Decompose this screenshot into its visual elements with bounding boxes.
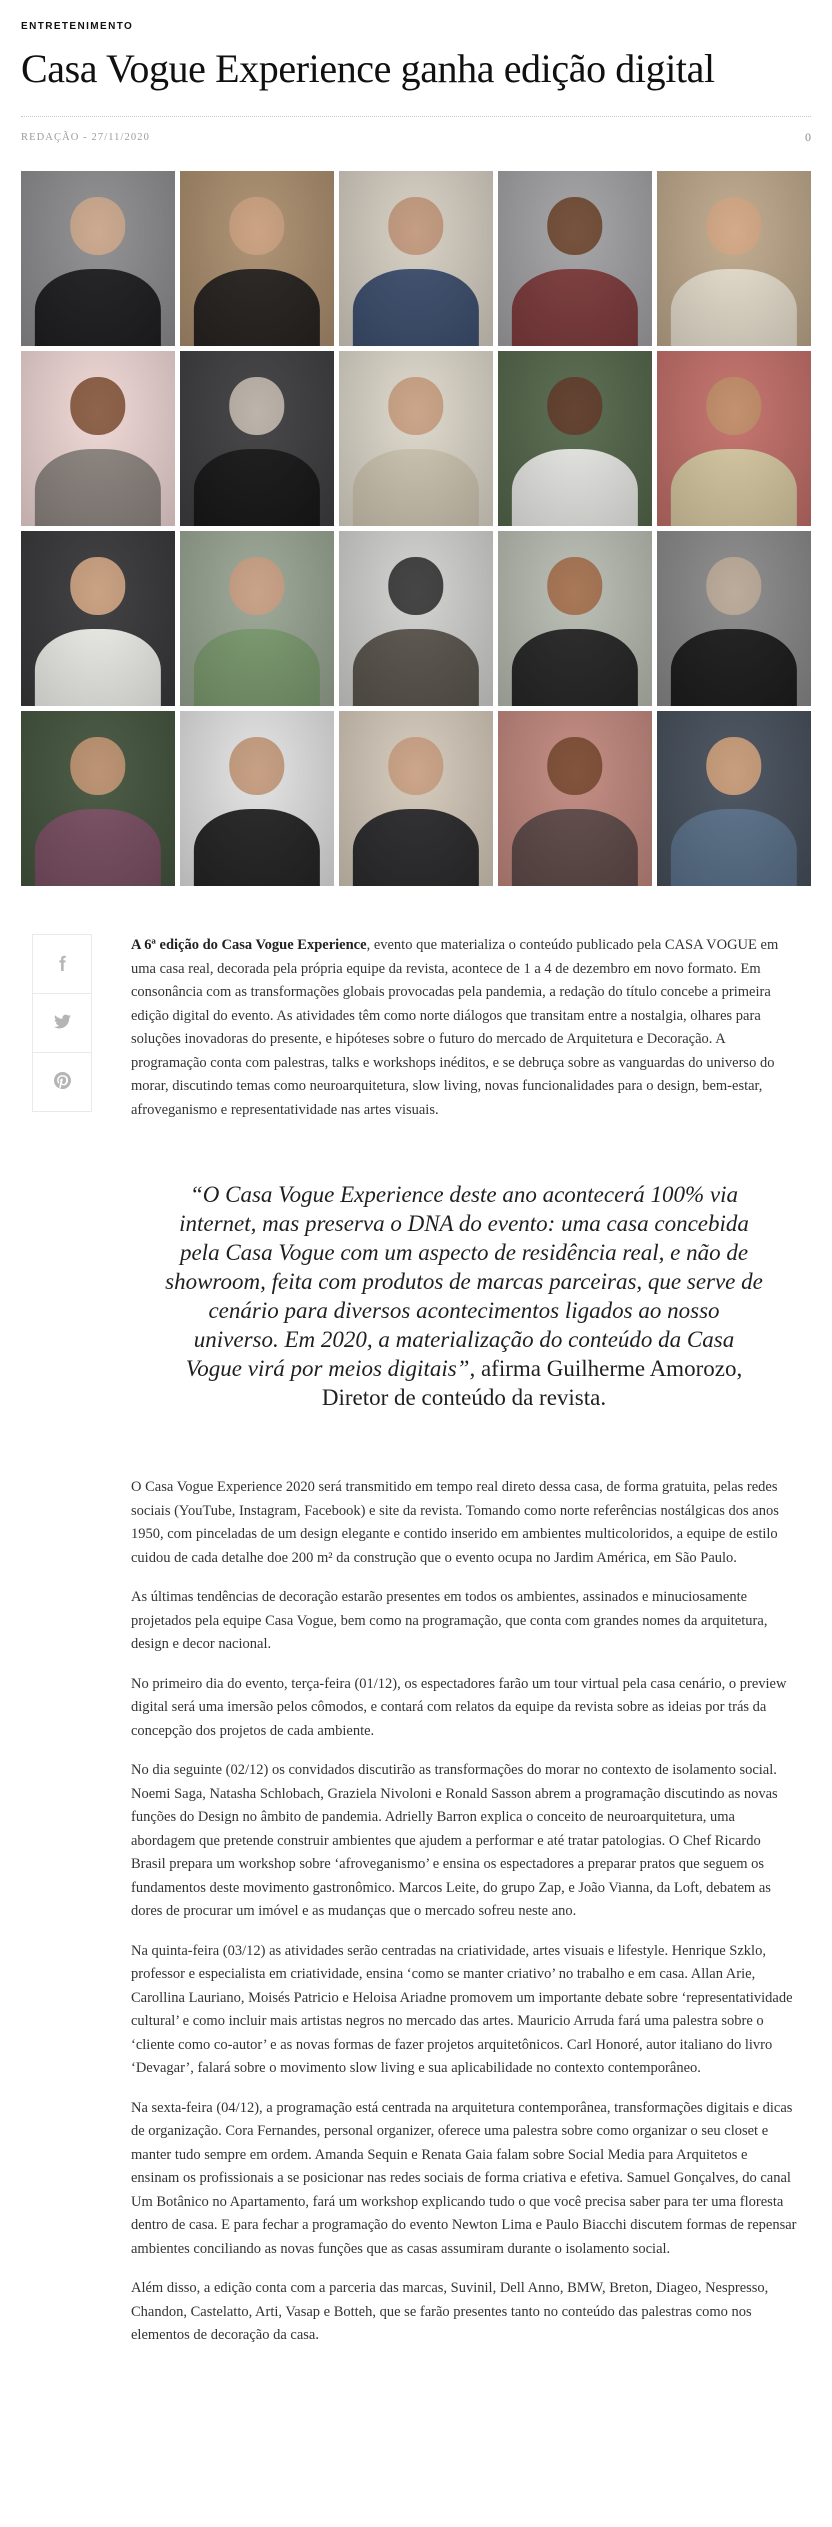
twitter-share-button[interactable] bbox=[32, 993, 92, 1053]
lead-bold-text: A 6ª edição do Casa Vogue Experience bbox=[131, 937, 367, 953]
speaker-photo-grid bbox=[21, 171, 811, 886]
pull-quote-text: “O Casa Vogue Experience deste ano acontecerá 100% via internet, mas preserva o DNA do evento: uma casa concebida pela Casa Vogue com um aspecto de residência real, e não de showroom, feita com produtos de marcas parceiras, que serve de cenário para diversos acontecimentos ligados ao nosso universo. Em 2020, a materialização do conteúdo da Casa Vogue virá por meios digitais”, bbox=[165, 1182, 763, 1381]
portrait-photo bbox=[21, 351, 175, 526]
comments-count[interactable]: 0 bbox=[805, 129, 811, 144]
portrait-photo bbox=[180, 711, 334, 886]
portrait-photo bbox=[339, 711, 493, 886]
portrait-photo bbox=[21, 531, 175, 706]
article-paragraph: Além disso, a edição conta com a parceria das marcas, Suvinil, Dell Anno, BMW, Breton, Diageo, Nespresso, Chandon, Castelatto, Arti, Vasap e Botteh, que se farão presentes tanto no conteúdo das palestras como nos elementos de decoração da casa. bbox=[131, 2280, 769, 2343]
portrait-photo bbox=[21, 171, 175, 346]
facebook-share-button[interactable] bbox=[32, 934, 92, 994]
portrait-photo bbox=[180, 171, 334, 346]
portrait-photo bbox=[21, 711, 175, 886]
portrait-photo bbox=[498, 531, 652, 706]
article-paragraph bbox=[131, 934, 797, 1122]
byline-row bbox=[21, 130, 811, 144]
pull-quote bbox=[164, 1180, 764, 1412]
portrait-photo bbox=[180, 531, 334, 706]
share-rail bbox=[32, 934, 92, 1112]
facebook-icon bbox=[54, 954, 71, 974]
article-body-section bbox=[0, 934, 832, 2348]
portrait-photo bbox=[657, 531, 811, 706]
byline: REDAÇÃO - 27/11/2020 bbox=[21, 131, 150, 143]
portrait-photo bbox=[339, 171, 493, 346]
category-link[interactable]: ENTRETENIMENTO bbox=[21, 21, 134, 32]
portrait-photo bbox=[498, 351, 652, 526]
article-paragraph: Na quinta-feira (03/12) as atividades serão centradas na criatividade, artes visuais e lifestyle. Henrique Szklo, professor e especialista em criatividade, ensina ‘como se manter criativo’ no trabalho e em casa. Allan Arie, Carollina Lauriano, Moisés Patricio e Heloisa Ariadne promovem um importante debate sobre ‘representatividade cultural’ e como incluir mais artistas negros no mercado das artes. Mauricio Arruda fará uma palestra sobre o ‘cliente como co-autor’ e as novas formas de fazer projetos arquitetônicos. Carl Honoré, autor italiano do livro ‘Devagar’, falará sobre o movimento slow living e sua aplicabilidade no contexto contemporâneo. bbox=[131, 1942, 793, 2076]
portrait-photo bbox=[339, 351, 493, 526]
portrait-photo bbox=[498, 711, 652, 886]
lead-rest-text: , evento que materializa o conteúdo publicado pela CASA VOGUE em uma casa real, decorada pela própria equipe da revista, acontece de 1 a 4 de dezembro em novo formato. Em consonância com as transformações globais provocadas pela pandemia, a redação do título concebe a primeira edição digital do evento. As atividades têm como norte diálogos que transitam entre a nostalgia, olhares para soluções inovadoras do presente, e hipóteses sobre o futuro do mercado de Arquitetura e Decoração. A programação conta com palestras, talks e workshops inéditos, e se debruça sobre as vanguardas do universo do morar, discutindo temas como neuroarquitetura, slow living, novas funcionalidades para o design, bem-estar, afroveganismo e representatividade nas artes visuais. bbox=[131, 937, 779, 1118]
article-header bbox=[0, 16, 832, 144]
article-paragraph: No primeiro dia do evento, terça-feira (01/12), os espectadores farão um tour virtual pela casa cenário, o preview digital será uma imersão pelos cômodos, e contará com relatos da equipe da revista sobre as ideias por trás da concepção dos projetos de cada ambiente. bbox=[131, 1675, 787, 1739]
portrait-photo bbox=[180, 351, 334, 526]
page-title: Casa Vogue Experience ganha edição digital bbox=[21, 46, 715, 91]
article-paragraph: As últimas tendências de decoração estarão presentes em todos os ambientes, assinados e minuciosamente projetados pela equipe Casa Vogue, bem como na programação, que conta com grandes nomes da arquitetura, design e decor nacional. bbox=[131, 1589, 768, 1652]
pull-quote-attribution: afirma Guilherme Amorozo, Diretor de conteúdo da revista. bbox=[321, 1356, 743, 1410]
portrait-photo bbox=[339, 531, 493, 706]
portrait-photo bbox=[657, 171, 811, 346]
dotted-divider bbox=[21, 116, 811, 117]
portrait-photo bbox=[498, 171, 652, 346]
article-paragraph: No dia seguinte (02/12) os convidados discutirão as transformações do morar no contexto de isolamento social. Noemi Saga, Natasha Schlobach, Graziela Nivoloni e Ronald Sasson abrem a programação discutindo as novas funções do Design no âmbito de pandemia. Adrielly Barron explica o conceito de neuroarquitetura, uma abordagem que pretende construir ambientes que ajudem a performar e até tratar patologias. O Chef Ricardo Brasil prepara um workshop sobre ‘afroveganismo’ e ensina os espectadores a preparar pratos que seguem os fundamentos deste movimento gastronômico. Marcos Leite, do grupo Zap, e João Vianna, da Loft, debatem as dores de procurar um imóvel e as mudanças que o mercado sofreu neste ano. bbox=[131, 1762, 778, 1919]
portrait-photo bbox=[657, 711, 811, 886]
portrait-photo bbox=[657, 351, 811, 526]
twitter-icon bbox=[54, 1013, 71, 1033]
article-paragraph: Na sexta-feira (04/12), a programação está centrada na arquitetura contemporânea, transformações digitais e dicas de organização. Cora Fernandes, personal organizer, oferece uma palestra sobre como organizar o seu closet e manter tudo sempre em ordem. Amanda Sequin e Renata Gaia falam sobre Social Media para Arquitetos e ensinam os profissionais a se posicionar nas redes sociais de forma criativa e efetiva. Samuel Gonçalves, do canal Um Botânico no Apartamento, fará um workshop explicando tudo o que você precisa saber para ter uma floresta dentro de casa. E para fechar a programação do evento Newton Lima e Paulo Biacchi discutem formas de repensar ambientes conciliando as novas funções que as casas assumiram durante o isolamento social. bbox=[131, 2099, 797, 2257]
article-text-column bbox=[131, 934, 797, 2348]
pinterest-share-button[interactable] bbox=[32, 1052, 92, 1112]
pinterest-icon bbox=[54, 1072, 71, 1092]
article-paragraph: O Casa Vogue Experience 2020 será transmitido em tempo real direto dessa casa, de forma gratuita, pelas redes sociais (YouTube, Instagram, Facebook) e site da revista. Tomando como norte referências nostálgicas dos anos 1950, com pinceladas de um design elegante e contido inserido em ambientes multicoloridos, a equipe de estilo cuidou de cada detalhe doe 200 m² da construção que o evento ocupa no Jardim América, em São Paulo. bbox=[131, 1479, 779, 1566]
